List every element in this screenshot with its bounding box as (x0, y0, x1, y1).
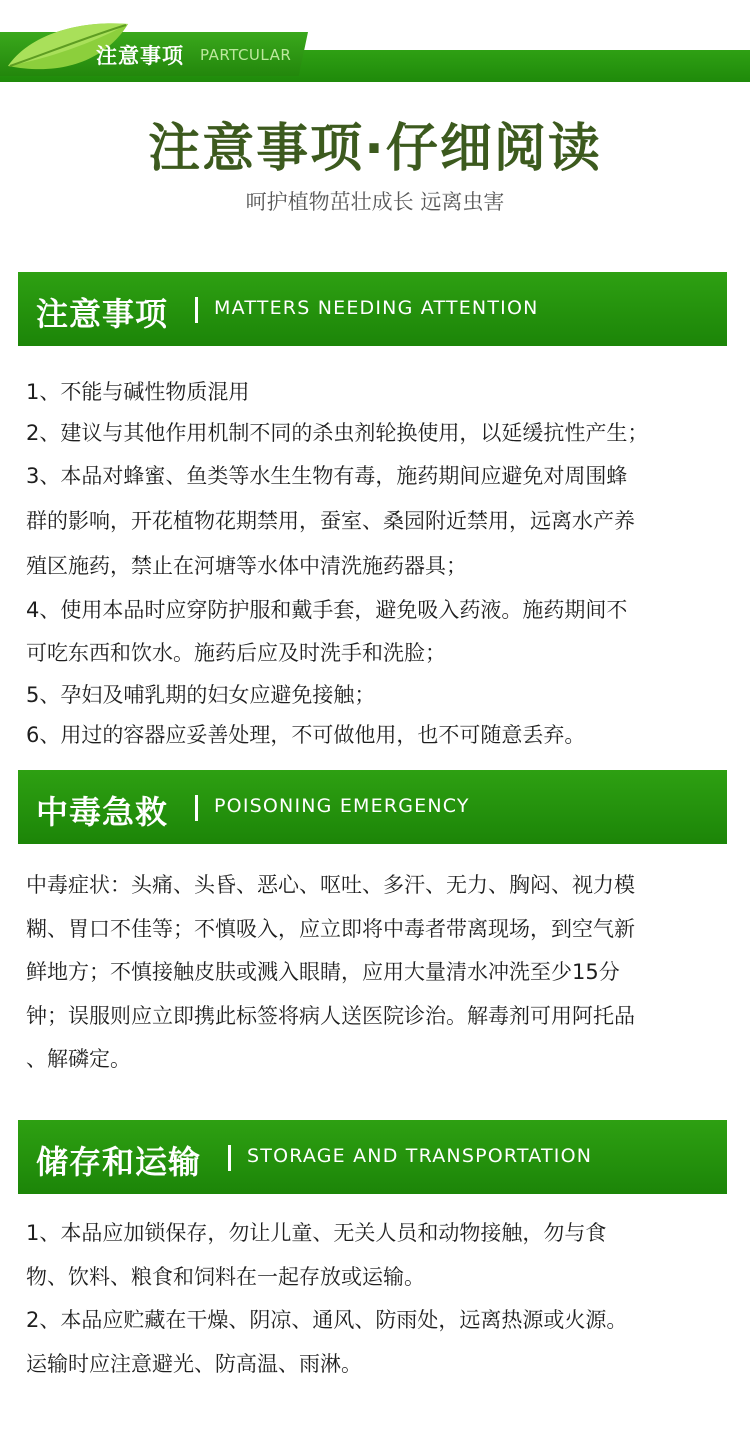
section-divider (228, 1145, 231, 1171)
banner-label: 注意事项 (96, 44, 184, 68)
banner-sublabel: PARTCULAR (200, 46, 292, 64)
section-divider (195, 297, 198, 323)
section-title: 中毒急救 (36, 793, 169, 831)
text-line: 2、建议与其他作用机制不同的杀虫剂轮换使用，以延缓抗性产生； (26, 421, 649, 445)
section-bar-storage (18, 1120, 727, 1194)
text-line: 、解磷定。 (26, 1047, 131, 1071)
text-line: 群的影响，开花植物花期禁用，蚕室、桑园附近禁用，远离水产养 (26, 509, 635, 533)
section-divider (195, 795, 198, 821)
section-title: 注意事项 (36, 295, 169, 333)
section-body-poisoning (26, 864, 731, 1082)
text-line: 中毒症状：头痛、头昏、恶心、呕吐、多汗、无力、胸闷、视力模 (26, 873, 635, 897)
text-line: 1、本品应加锁保存，勿让儿童、无关人员和动物接触，勿与食 (26, 1221, 607, 1245)
section-bar-poisoning (18, 770, 727, 844)
page-subtitle: 呵护植物茁壮成长 远离虫害 (245, 190, 505, 214)
text-line: 运输时应注意避光、防高温、雨淋。 (26, 1351, 362, 1376)
text-line: 6、用过的容器应妥善处理，不可做他用，也不可随意丢弃。 (26, 723, 586, 747)
text-line: 5、孕妇及哺乳期的妇女应避免接触； (26, 683, 376, 707)
section-title-en: POISONING EMERGENCY (214, 795, 470, 817)
text-line: 鲜地方；不慎接触皮肤或溅入眼睛，应用大量清水冲洗至少15分 (26, 960, 620, 984)
text-line: 钟；误服则应立即携此标签将病人送医院诊治。解毒剂可用阿托品 (26, 1003, 635, 1028)
text-line: 3、本品对蜂蜜、鱼类等水生生物有毒，施药期间应避免对周围蜂 (26, 464, 628, 488)
section-body-attention (26, 372, 731, 755)
section-title-en: MATTERS NEEDING ATTENTION (214, 297, 539, 319)
text-line: 2、本品应贮藏在干燥、阴凉、通风、防雨处，远离热源或火源。 (26, 1308, 628, 1332)
section-body-storage (26, 1212, 731, 1386)
section-title-en: STORAGE AND TRANSPORTATION (247, 1145, 593, 1167)
section-bar-attention (18, 272, 727, 346)
text-line: 1、不能与碱性物质混用 (26, 380, 250, 404)
text-line: 糊、胃口不佳等；不慎吸入，应立即将中毒者带离现场，到空气新 (26, 916, 635, 941)
text-line: 可吃东西和饮水。施药后应及时洗手和洗脸； (26, 641, 446, 665)
section-title: 储存和运输 (36, 1143, 202, 1181)
text-line: 物、饮料、粮食和饲料在一起存放或运输。 (26, 1264, 425, 1289)
text-line: 殖区施药，禁止在河塘等水体中清洗施药器具； (26, 554, 467, 578)
text-line: 4、使用本品时应穿防护服和戴手套，避免吸入药液。施药期间不 (26, 598, 628, 622)
page-title: 注意事项·仔细阅读 (148, 119, 602, 179)
